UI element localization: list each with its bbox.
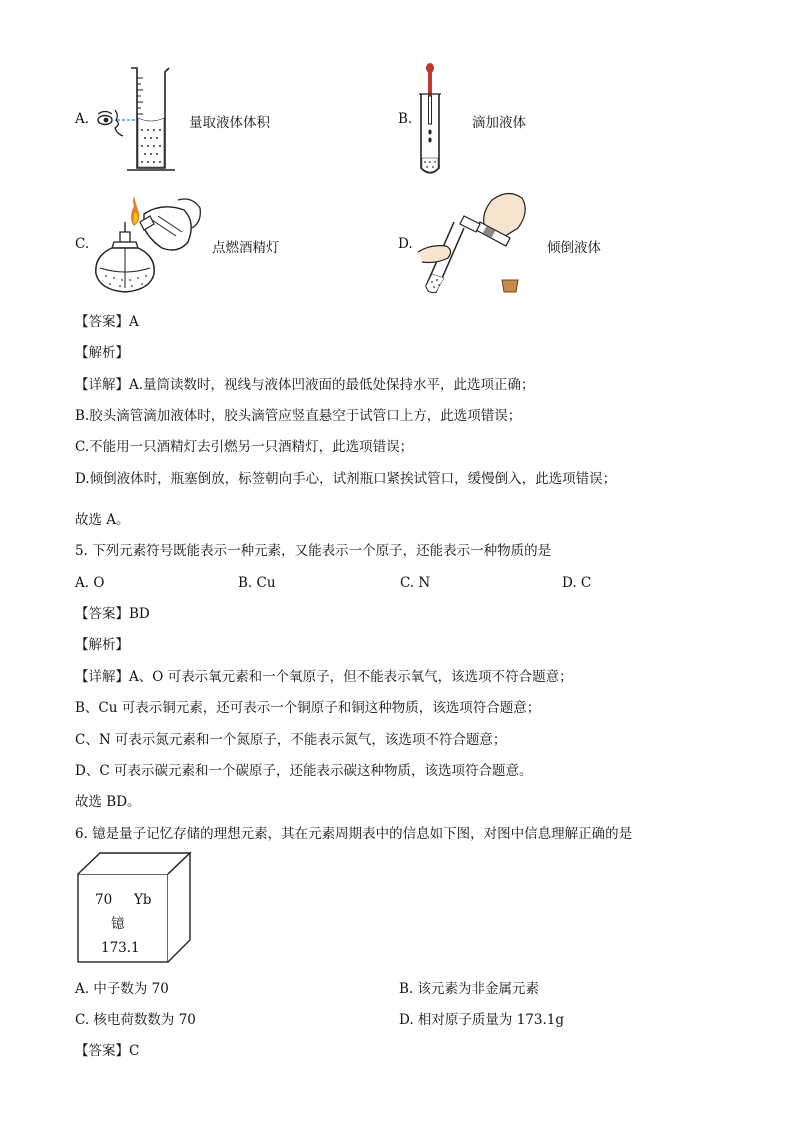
option-b-letter: B. — [398, 111, 413, 127]
q4-conclusion: 故选 A。 — [75, 512, 130, 528]
q5-option-c: C. N — [400, 575, 431, 591]
graduated-cylinder-reading-illustration — [95, 64, 185, 174]
q6-question: 6. 镱是量子记忆存储的理想元素，其在元素周期表中的信息如下图，对图中信息理解正确的是 — [75, 826, 633, 842]
alcohol-lamp-lighting-illustration — [92, 192, 204, 296]
option-a-letter: A. — [75, 111, 90, 127]
q5-option-d: D. C — [562, 575, 592, 591]
q4-detail-line: 【详解】A.量筒读数时，视线与液体凹液面的最低处保持水平，此选项正确； — [75, 377, 535, 393]
q5-answer: 【答案】BD — [75, 606, 150, 622]
option-a-caption: 量取液体体积 — [189, 115, 270, 131]
q5-detail-line: B、Cu 可表示铜元素，还可表示一个铜原子和铜这种物质，该选项符合题意； — [75, 700, 541, 716]
q4-answer: 【答案】A — [75, 314, 139, 330]
q4-detail-line: B.胶头滴管滴加液体时，胶头滴管应竖直悬空于试管口上方，此选项错误； — [75, 408, 522, 424]
q4-detail-line: C.不能用一只酒精灯去引燃另一只酒精灯，此选项错误； — [75, 439, 414, 455]
q5-option-b: B. Cu — [238, 575, 276, 591]
q4-analysis-heading: 【解析】 — [75, 345, 129, 361]
q6-answer: 【答案】C — [75, 1043, 140, 1059]
element-name: 镱 — [111, 916, 125, 932]
q6-option-c: C. 核电荷数数为 70 — [75, 1012, 196, 1028]
q6-option-a: A. 中子数为 70 — [75, 981, 169, 997]
element-atomic-number: 70 — [95, 892, 113, 908]
option-c-caption: 点燃酒精灯 — [212, 240, 280, 256]
option-b-caption: 滴加液体 — [472, 115, 526, 131]
q6-option-b: B. 该元素为非金属元素 — [399, 981, 540, 997]
q5-question: 5. 下列元素符号既能表示一种元素，又能表示一个原子，还能表示一种物质的是 — [75, 543, 552, 559]
element-symbol: Yb — [134, 892, 152, 908]
q6-option-d: D. 相对原子质量为 173.1g — [399, 1012, 565, 1028]
option-c-letter: C. — [75, 236, 90, 252]
q5-analysis-heading: 【解析】 — [75, 637, 129, 653]
element-atomic-mass: 173.1 — [101, 940, 140, 956]
q5-option-a: A. O — [75, 575, 105, 591]
q5-conclusion: 故选 BD。 — [75, 794, 141, 810]
pouring-liquid-illustration — [418, 186, 530, 298]
q5-detail-line: 【详解】A、O 可表示氧元素和一个氧原子，但不能表示氧气，该选项不符合题意； — [75, 669, 573, 685]
dropper-test-tube-illustration — [415, 62, 445, 180]
q5-detail-line: D、C 可表示碳元素和一个碳原子，还能表示碳这种物质，该选项符合题意。 — [75, 763, 533, 779]
option-d-caption: 倾倒液体 — [547, 240, 601, 256]
option-d-letter: D. — [398, 236, 413, 252]
q5-detail-line: C、N 可表示氮元素和一个氮原子，不能表示氮气，该选项不符合题意； — [75, 732, 507, 748]
q4-detail-line: D.倾倒液体时，瓶塞倒放，标签朝向手心，试剂瓶口紧挨试管口，缓慢倒入，此选项错误； — [75, 471, 617, 487]
